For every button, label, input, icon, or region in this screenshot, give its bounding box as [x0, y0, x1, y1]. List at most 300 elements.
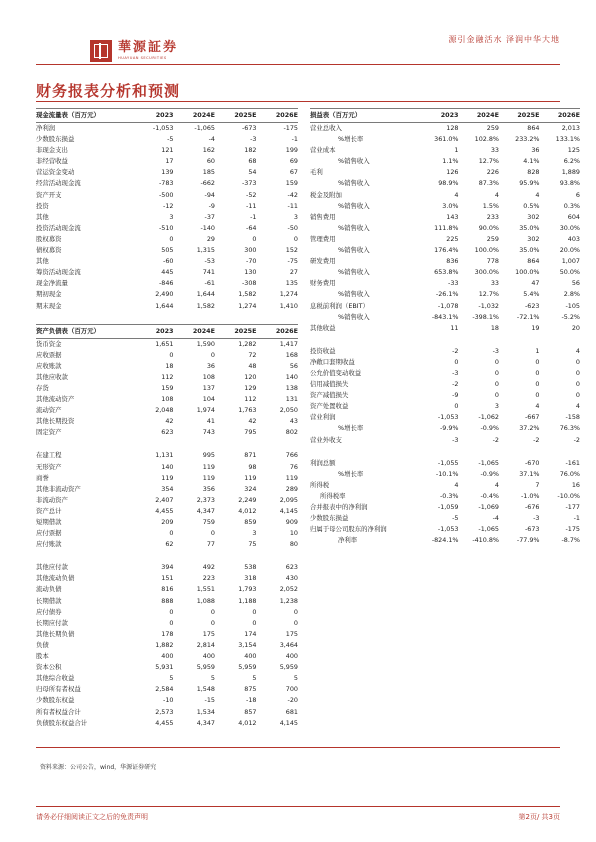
cell-value: 802: [285, 428, 298, 437]
cell-value: -1,032: [478, 301, 499, 310]
footer-divider: [36, 806, 560, 807]
cell-value: 19: [531, 323, 540, 332]
cell-value: -161: [565, 458, 580, 467]
table-row: [36, 662, 298, 673]
cell-value: 1: [454, 146, 459, 155]
row-label: 资产处置收益: [310, 402, 349, 411]
cell-value: 2,052: [279, 585, 298, 594]
cell-value: 102.8%: [474, 135, 499, 144]
cell-value: 6: [575, 190, 580, 199]
row-label: 归属于母公司股东的净利润: [310, 525, 387, 534]
cell-value: 259: [486, 234, 499, 243]
cell-value: 1,088: [196, 596, 215, 605]
cell-value: 259: [486, 124, 499, 132]
row-label: 其他流动负债: [36, 574, 75, 583]
table-row: [310, 134, 580, 145]
row-spacer: [36, 438, 298, 450]
table-row: [36, 573, 298, 584]
row-label: 其他长期投资: [36, 417, 75, 426]
table-row: [36, 201, 298, 212]
cell-value: 76.3%: [559, 424, 580, 433]
cell-value: -9.9%: [439, 424, 459, 433]
cell-value: -9: [208, 201, 215, 210]
row-label: 流动资产: [36, 406, 62, 415]
cell-value: -60: [163, 257, 174, 266]
cell-value: 2,095: [279, 495, 298, 504]
table-row: [310, 458, 580, 469]
cell-value: 2,573: [155, 707, 174, 716]
cell-value: -667: [524, 413, 540, 422]
cell-value: -37: [204, 212, 215, 221]
table-row: [36, 427, 298, 438]
cell-value: 140: [285, 372, 298, 381]
cell-value: 0: [169, 618, 174, 627]
cell-value: 36: [206, 361, 215, 370]
cell-value: -177: [565, 503, 580, 511]
table-title: 资产负债表（百万元）: [36, 324, 132, 338]
table-row: [310, 346, 580, 357]
cell-value: 35.0%: [519, 246, 540, 255]
header-divider: [36, 64, 560, 65]
cell-value: -140: [200, 223, 215, 232]
table-row: [36, 651, 298, 662]
cell-value: -662: [200, 179, 215, 188]
cell-value: 37.2%: [519, 424, 540, 433]
row-label: 长期借款: [36, 596, 62, 605]
cell-value: -94: [204, 190, 215, 199]
table-row: [36, 506, 298, 517]
table-row: [36, 584, 298, 595]
cell-value: -61: [204, 279, 215, 288]
table-row: [310, 212, 580, 223]
cell-value: 1,238: [279, 596, 298, 605]
cell-value: -64: [246, 223, 257, 232]
cell-value: 35.0%: [519, 223, 540, 232]
row-label: 应收票据: [36, 350, 62, 359]
cell-value: 18: [165, 361, 174, 370]
cell-value: 1,131: [155, 451, 174, 460]
row-spacer: [310, 334, 580, 346]
cell-value: 4: [535, 190, 540, 199]
cell-value: 108: [202, 372, 215, 381]
cell-value: 318: [244, 574, 257, 583]
row-label: 长期应付款: [36, 618, 68, 627]
cell-value: 1,274: [238, 301, 257, 310]
table-row: [36, 134, 298, 145]
row-label: 商誉: [36, 473, 49, 482]
table-row: [36, 405, 298, 416]
row-label: 营业利润: [310, 413, 336, 422]
cell-value: 1,282: [238, 339, 257, 348]
row-label: 资产开支: [36, 190, 62, 199]
cell-value: 43: [289, 417, 298, 426]
cell-value: -75: [287, 257, 298, 266]
cell-value: 354: [161, 484, 174, 493]
cell-value: 76: [289, 462, 298, 471]
cell-value: -623: [524, 301, 540, 310]
table-row: [310, 223, 580, 234]
row-label: 营业成本: [310, 146, 336, 155]
cell-value: 0: [535, 368, 540, 377]
table-row: [36, 629, 298, 640]
cell-value: 864: [527, 124, 540, 132]
cell-value: 4: [575, 402, 580, 411]
cell-value: 0: [494, 391, 499, 400]
cell-value: -52: [246, 190, 257, 199]
cell-value: 162: [202, 146, 215, 155]
cell-value: 795: [244, 428, 257, 437]
cell-value: 27: [289, 268, 298, 277]
cell-value: 0: [210, 607, 215, 616]
cell-value: 129: [244, 383, 257, 392]
cell-value: 75: [248, 540, 257, 549]
cell-value: 119: [202, 462, 215, 471]
section-title: 财务报表分析和预测: [36, 82, 181, 100]
cell-value: 0: [494, 357, 499, 366]
row-label: 其他应付款: [36, 563, 68, 572]
cell-value: 225: [446, 234, 459, 243]
cell-value: 4,455: [155, 506, 174, 515]
cell-value: 1,582: [238, 290, 257, 299]
row-label: 经营活动现金流: [36, 179, 81, 188]
cell-value: 100.0%: [515, 268, 540, 277]
cell-value: 168: [285, 350, 298, 359]
cell-value: -824.1%: [431, 536, 459, 545]
table-row: [36, 416, 298, 427]
row-label: %增长率: [338, 469, 364, 478]
row-label: 所得税: [310, 480, 330, 489]
table-row: [36, 156, 298, 167]
cell-value: 0: [454, 402, 459, 411]
cell-value: 2,048: [155, 406, 174, 415]
cell-value: 302: [527, 234, 540, 243]
table-row: [310, 201, 580, 212]
cell-value: -1,062: [478, 413, 499, 422]
cell-value: 20: [571, 323, 580, 332]
row-label: 少数股东损益: [36, 135, 75, 144]
cell-value: 766: [285, 451, 298, 460]
left-column: [36, 108, 298, 729]
cell-value: 1,974: [196, 406, 215, 415]
cell-value: 233: [486, 212, 499, 221]
table-row: [36, 618, 298, 629]
cell-value: -1.0%: [520, 491, 540, 500]
cell-value: 1,410: [279, 301, 298, 310]
cell-value: 1,644: [196, 290, 215, 299]
cell-value: 3: [252, 529, 257, 538]
cell-value: 11: [450, 323, 459, 332]
cell-value: 1,644: [155, 301, 174, 310]
row-label: 筹资活动现金流: [36, 268, 81, 277]
table-row: [310, 423, 580, 434]
cell-value: -410.8%: [472, 536, 499, 545]
cell-value: 1,882: [155, 640, 174, 649]
cell-value: 112: [161, 372, 174, 381]
cell-value: -5: [452, 514, 459, 523]
cell-value: -105: [565, 301, 580, 310]
cell-value: 37.1%: [519, 469, 540, 478]
cell-value: 42: [248, 417, 257, 426]
cell-value: 4: [454, 480, 459, 489]
cell-value: 90.0%: [478, 223, 499, 232]
cell-value: 859: [244, 518, 257, 526]
financial-table: [310, 108, 580, 546]
cell-value: -783: [158, 179, 174, 188]
column-header: 2025E: [215, 324, 257, 338]
row-label: 负债股东权益合计: [36, 718, 88, 727]
row-label: %增长率: [338, 135, 364, 144]
table-row: [310, 469, 580, 480]
cell-value: 5: [210, 674, 215, 683]
cell-value: 778: [486, 257, 499, 266]
table-title: 现金流量表（百万元）: [36, 109, 132, 123]
cell-value: 30.0%: [559, 223, 580, 232]
cell-value: 130: [244, 268, 257, 277]
row-label: 其他非流动资产: [36, 484, 81, 493]
page-indicator: 第2页/ 共3页: [518, 813, 560, 821]
row-label: 净利率: [338, 536, 358, 545]
header-slogan: 源引金融活水 泽润中华大地: [448, 35, 560, 44]
table-row: [36, 301, 298, 312]
row-label: %销售收入: [338, 290, 370, 299]
row-label: 净敞口套期收益: [310, 357, 355, 366]
cell-value: 119: [161, 473, 174, 482]
row-label: 研发费用: [310, 257, 336, 266]
cell-value: 69: [289, 157, 298, 166]
table-row: [36, 278, 298, 289]
cell-value: -2: [573, 435, 580, 444]
table-row: [36, 167, 298, 178]
cell-value: 538: [244, 563, 257, 572]
row-label: 信用减值损失: [310, 380, 349, 389]
cell-value: 77: [206, 540, 215, 549]
cell-value: 4.1%: [523, 157, 540, 166]
financial-table: [36, 108, 298, 312]
row-label: 非流动资产: [36, 495, 68, 504]
cell-value: 700: [285, 685, 298, 694]
table-row: [36, 517, 298, 528]
cell-value: -20: [287, 696, 298, 705]
row-label: 流动负债: [36, 585, 62, 594]
cell-value: 178: [161, 629, 174, 638]
cell-value: -53: [204, 257, 215, 266]
cell-value: 98: [248, 462, 257, 471]
cell-value: -72.1%: [516, 312, 540, 321]
cell-value: 0: [575, 380, 580, 389]
footer-disclaimer: 请务必仔细阅读正文之后的免责声明: [36, 813, 148, 821]
cell-value: 121: [161, 146, 174, 155]
cell-value: 56: [571, 279, 580, 288]
row-label: 管理费用: [310, 234, 336, 243]
cell-value: 108: [161, 395, 174, 404]
row-label: 投资: [36, 201, 49, 210]
cell-value: 182: [244, 146, 257, 155]
cell-value: 18: [490, 323, 499, 332]
row-label: %销售收入: [338, 179, 370, 188]
cell-value: -11: [246, 201, 257, 210]
cell-value: 6.2%: [563, 157, 580, 166]
logo-name: 華源証券: [118, 40, 179, 55]
cell-value: 143: [446, 212, 459, 221]
cell-value: 0: [252, 234, 257, 243]
cell-value: 604: [567, 212, 580, 221]
cell-value: 1,548: [196, 685, 215, 694]
cell-value: 0: [494, 368, 499, 377]
cell-value: 137: [202, 383, 215, 392]
row-label: 应付票据: [36, 529, 62, 538]
row-label: 净利润: [36, 124, 56, 132]
table-row: [36, 695, 298, 706]
cell-value: 3,464: [279, 640, 298, 649]
cell-value: 174: [244, 629, 257, 638]
cell-value: 159: [161, 383, 174, 392]
row-label: 非现金支出: [36, 146, 68, 155]
cell-value: 1,534: [196, 707, 215, 716]
cell-value: 0: [454, 357, 459, 366]
cell-value: -1,069: [478, 503, 499, 511]
table-header-row: [36, 324, 298, 338]
table-row: [36, 267, 298, 278]
cell-value: 1,315: [196, 246, 215, 255]
cell-value: 5: [169, 674, 174, 683]
row-label: %销售收入: [338, 268, 370, 277]
column-header: 2026E: [257, 324, 299, 338]
source-note: 资料来源：公司公告，wind，华源证券研究: [40, 764, 157, 771]
cell-value: 185: [202, 168, 215, 177]
cell-value: 1,651: [155, 339, 174, 348]
table-row: [310, 256, 580, 267]
row-label: 利润总额: [310, 458, 336, 467]
cell-value: 0: [535, 357, 540, 366]
cell-value: 176.4%: [434, 246, 459, 255]
cell-value: 139: [161, 168, 174, 177]
cell-value: 871: [244, 451, 257, 460]
row-label: 股本: [36, 652, 49, 661]
cell-value: -18: [246, 696, 257, 705]
cell-value: 104: [202, 395, 215, 404]
cell-value: 2,373: [196, 495, 215, 504]
cell-value: -2: [533, 435, 540, 444]
cell-value: 4: [575, 346, 580, 355]
cell-value: 492: [202, 563, 215, 572]
cell-value: 42: [165, 417, 174, 426]
row-label: 税金及附加: [310, 190, 342, 199]
table-row: [310, 167, 580, 178]
cell-value: -9: [452, 391, 459, 400]
cell-value: -3: [452, 368, 459, 377]
cell-value: 0: [169, 607, 174, 616]
cell-value: 2,407: [155, 495, 174, 504]
table-row: [36, 372, 298, 383]
cell-value: -8.7%: [561, 536, 580, 545]
cell-value: 759: [202, 518, 215, 526]
table-row: [310, 156, 580, 167]
row-label: 应付债券: [36, 607, 62, 616]
cell-value: -175: [283, 124, 298, 132]
table-row: [36, 640, 298, 651]
row-label: 负债: [36, 640, 49, 649]
table-row: [310, 368, 580, 379]
cell-value: -500: [158, 190, 174, 199]
cell-value: 0: [169, 234, 174, 243]
cell-value: 300: [244, 246, 257, 255]
row-label: 非经营收益: [36, 157, 68, 166]
row-label: 现金净流量: [36, 279, 68, 288]
cell-value: -398.1%: [472, 312, 499, 321]
cell-value: 33: [490, 146, 499, 155]
row-label: 公允价值变动收益: [310, 368, 362, 377]
cell-value: 138: [285, 383, 298, 392]
cell-value: 4: [454, 190, 459, 199]
row-spacer: [36, 550, 298, 562]
table-row: [310, 491, 580, 502]
cell-value: 403: [567, 234, 580, 243]
cell-value: 1,274: [279, 290, 298, 299]
cell-value: 112: [244, 395, 257, 404]
cell-value: 226: [486, 168, 499, 177]
cell-value: -11: [287, 201, 298, 210]
table-row: [310, 245, 580, 256]
row-label: 其他收益: [310, 323, 336, 332]
cell-value: -10: [163, 696, 174, 705]
cell-value: 20.0%: [559, 246, 580, 255]
cell-value: 1.1%: [442, 157, 459, 166]
cell-value: 3: [293, 212, 298, 221]
cell-value: 47: [531, 279, 540, 288]
cell-value: 76.0%: [559, 469, 580, 478]
cell-value: 430: [285, 574, 298, 583]
cell-value: 12.7%: [478, 157, 499, 166]
cell-value: -0.9%: [480, 424, 499, 433]
table-row: [310, 301, 580, 312]
cell-value: -5: [167, 135, 174, 144]
cell-value: 0: [252, 607, 257, 616]
cell-value: 119: [285, 473, 298, 482]
cell-value: 816: [161, 585, 174, 594]
cell-value: 72: [248, 350, 257, 359]
cell-value: 175: [285, 629, 298, 638]
cell-value: 10: [289, 529, 298, 538]
cell-value: -70: [246, 257, 257, 266]
cell-value: -33: [448, 279, 459, 288]
table-row: [36, 383, 298, 394]
cell-value: 0: [494, 380, 499, 389]
table-row: [36, 145, 298, 156]
table-row: [310, 123, 580, 135]
cell-value: -2: [492, 435, 499, 444]
cell-value: -2: [452, 346, 459, 355]
cell-value: 0: [575, 357, 580, 366]
column-header: 2026E: [540, 109, 581, 123]
cell-value: 4,012: [238, 718, 257, 727]
table-row: [36, 394, 298, 405]
cell-value: 1,763: [238, 406, 257, 415]
cell-value: -175: [565, 525, 580, 534]
cell-value: 445: [161, 268, 174, 277]
table-row: [36, 212, 298, 223]
tables-bottom-divider: [36, 747, 560, 748]
row-label: 期末现金: [36, 301, 62, 310]
cell-value: 111.8%: [434, 223, 459, 232]
cell-value: 5: [252, 674, 257, 683]
cell-value: 653.8%: [434, 268, 459, 277]
cell-value: 1,582: [196, 301, 215, 310]
row-label: 息税前利润（EBIT）: [310, 301, 369, 310]
cell-value: 87.3%: [478, 179, 499, 188]
cell-value: 119: [244, 473, 257, 482]
cell-value: 68: [248, 157, 257, 166]
cell-value: -1,065: [478, 525, 499, 534]
